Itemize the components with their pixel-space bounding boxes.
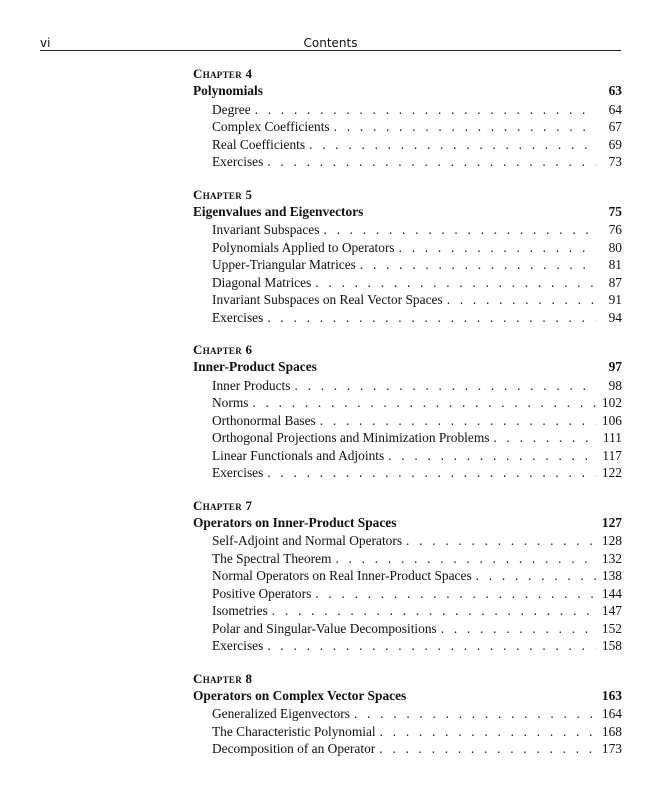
toc-entry[interactable] [193,585,622,603]
entry-page: 152 [601,620,622,636]
toc-entry[interactable] [193,429,622,447]
entry-page: 64 [608,101,622,117]
entry-title: Exercises [212,309,264,325]
toc-entry[interactable] [193,153,622,171]
entry-page: 158 [601,638,622,653]
chapter-title-row[interactable] [193,358,622,376]
entry-title: Linear Functionals and Adjoints [212,447,385,463]
dot-leader [335,550,596,568]
toc-entry[interactable] [193,447,622,465]
entry-title: Positive Operators [212,585,312,601]
dot-leader [315,585,596,603]
chapter-page: 97 [608,359,622,374]
entry-page: 128 [601,533,622,548]
dot-leader [447,291,596,309]
dot-leader [267,309,596,327]
chapter-block [193,342,622,482]
entry-title: Norms [212,395,249,410]
entry-page: 67 [608,119,622,134]
entry-page: 111 [602,430,622,445]
chapter-block [193,498,622,655]
dot-leader [323,221,596,239]
dot-leader [315,274,596,292]
chapter-title: Polynomials [193,83,263,98]
entry-title: Invariant Subspaces on Real Vector Spaces [212,292,443,307]
entry-title: Diagonal Matrices [212,274,312,290]
entry-title: The Characteristic Polynomial [212,723,376,739]
toc-entry[interactable] [193,740,622,758]
entry-page: 173 [601,741,622,756]
entry-page: 102 [601,395,622,410]
toc-entry[interactable] [193,464,622,482]
toc-entry[interactable] [193,602,622,620]
toc-entry[interactable] [193,239,622,257]
chapter-title-row[interactable] [193,514,622,532]
chapter-label: Chapter 8 [193,670,253,686]
toc-entry[interactable] [193,723,622,741]
chapter-page: 75 [608,203,622,219]
chapter-title: Operators on Complex Vector Spaces [193,687,407,703]
entry-page: 117 [602,447,622,463]
dot-leader [267,637,596,655]
entry-page: 132 [601,550,622,566]
page-number: vi [40,36,51,50]
dot-leader [272,602,596,620]
chapter-title: Inner-Product Spaces [193,359,317,374]
entry-page: 106 [601,412,622,428]
entry-page: 147 [601,603,622,618]
toc-entry[interactable] [193,637,622,655]
toc-entry[interactable] [193,620,622,638]
dot-leader [320,412,596,430]
entry-page: 87 [608,274,622,290]
chapter-title-row[interactable] [193,82,622,100]
dot-leader [267,464,596,482]
toc-entry[interactable] [193,377,622,395]
dot-leader [388,447,596,465]
dot-leader [406,532,596,550]
entry-page: 98 [608,377,622,393]
dot-leader [399,239,596,257]
dot-leader [380,723,596,741]
entry-title: Decomposition of an Operator [212,741,376,756]
entry-title: Complex Coefficients [212,119,330,134]
toc-entry[interactable] [193,291,622,309]
entry-page: 168 [601,723,622,739]
dot-leader [441,620,596,638]
dot-leader [379,740,596,758]
entry-title: Exercises [212,465,264,480]
entry-page: 138 [601,568,622,583]
entry-title: Exercises [212,154,264,169]
dot-leader [294,377,596,395]
entry-page: 94 [608,309,622,325]
dot-leader [252,394,596,412]
toc-entry[interactable] [193,567,622,585]
chapter-page: 63 [608,83,622,98]
entry-title: Polar and Singular-Value Decompositions [212,620,437,636]
chapter-block [193,66,622,171]
chapter-title: Operators on Inner-Product Spaces [193,514,397,530]
dot-leader [476,567,596,585]
entry-page: 76 [608,222,622,237]
dot-leader [334,118,596,136]
entry-title: Degree [212,101,251,117]
toc-entry[interactable] [193,221,622,239]
toc-entry[interactable] [193,136,622,154]
toc-entry[interactable] [193,394,622,412]
entry-title: Orthonormal Bases [212,412,316,428]
dot-leader [309,136,596,154]
entry-title: Real Coefficients [212,136,306,152]
entry-title: Isometries [212,603,268,618]
toc-entry[interactable] [193,256,622,274]
entry-title: Invariant Subspaces [212,222,320,237]
entry-title: Self-Adjoint and Normal Operators [212,533,403,548]
entry-title: Polynomials Applied to Operators [212,239,395,255]
toc-entry[interactable] [193,101,622,119]
entry-page: 81 [608,257,622,272]
toc-entry[interactable] [193,550,622,568]
toc-entry[interactable] [193,309,622,327]
toc-entry[interactable] [193,118,622,136]
chapter-label: Chapter 5 [193,186,253,202]
dot-leader [360,256,596,274]
toc-entry[interactable] [193,412,622,430]
entry-page: 91 [608,292,622,307]
entry-page: 122 [601,465,622,480]
dot-leader [493,429,596,447]
chapter-page: 163 [601,687,622,703]
entry-title: The Spectral Theorem [212,550,332,566]
entry-title: Generalized Eigenvectors [212,706,350,721]
entry-title: Normal Operators on Real Inner-Product Spaces [212,568,472,583]
chapter-page: 127 [601,514,622,530]
dot-leader [354,705,596,723]
table-of-contents [193,66,622,774]
entry-title: Exercises [212,638,264,653]
entry-page: 69 [608,136,622,152]
toc-entry[interactable] [193,532,622,550]
entry-title: Orthogonal Projections and Minimization Problems [212,430,490,445]
toc-entry[interactable] [193,274,622,292]
entry-page: 164 [601,706,622,721]
running-header [40,34,621,51]
chapter-title-row[interactable] [193,687,622,705]
chapter-block [193,187,622,327]
dot-leader [267,153,596,171]
chapter-block [193,671,622,758]
chapter-title: Eigenvalues and Eigenvectors [193,203,364,219]
entry-page: 73 [608,154,622,169]
running-title: Contents [303,36,358,50]
entry-title: Upper-Triangular Matrices [212,257,356,272]
chapter-label: Chapter 7 [193,497,253,513]
chapter-label: Chapter 4 [193,66,253,81]
entry-page: 144 [601,585,622,601]
entry-page: 80 [608,239,622,255]
chapter-title-row[interactable] [193,203,622,221]
chapter-label: Chapter 6 [193,342,253,357]
dot-leader [255,101,596,119]
toc-entry[interactable] [193,705,622,723]
entry-title: Inner Products [212,377,291,393]
